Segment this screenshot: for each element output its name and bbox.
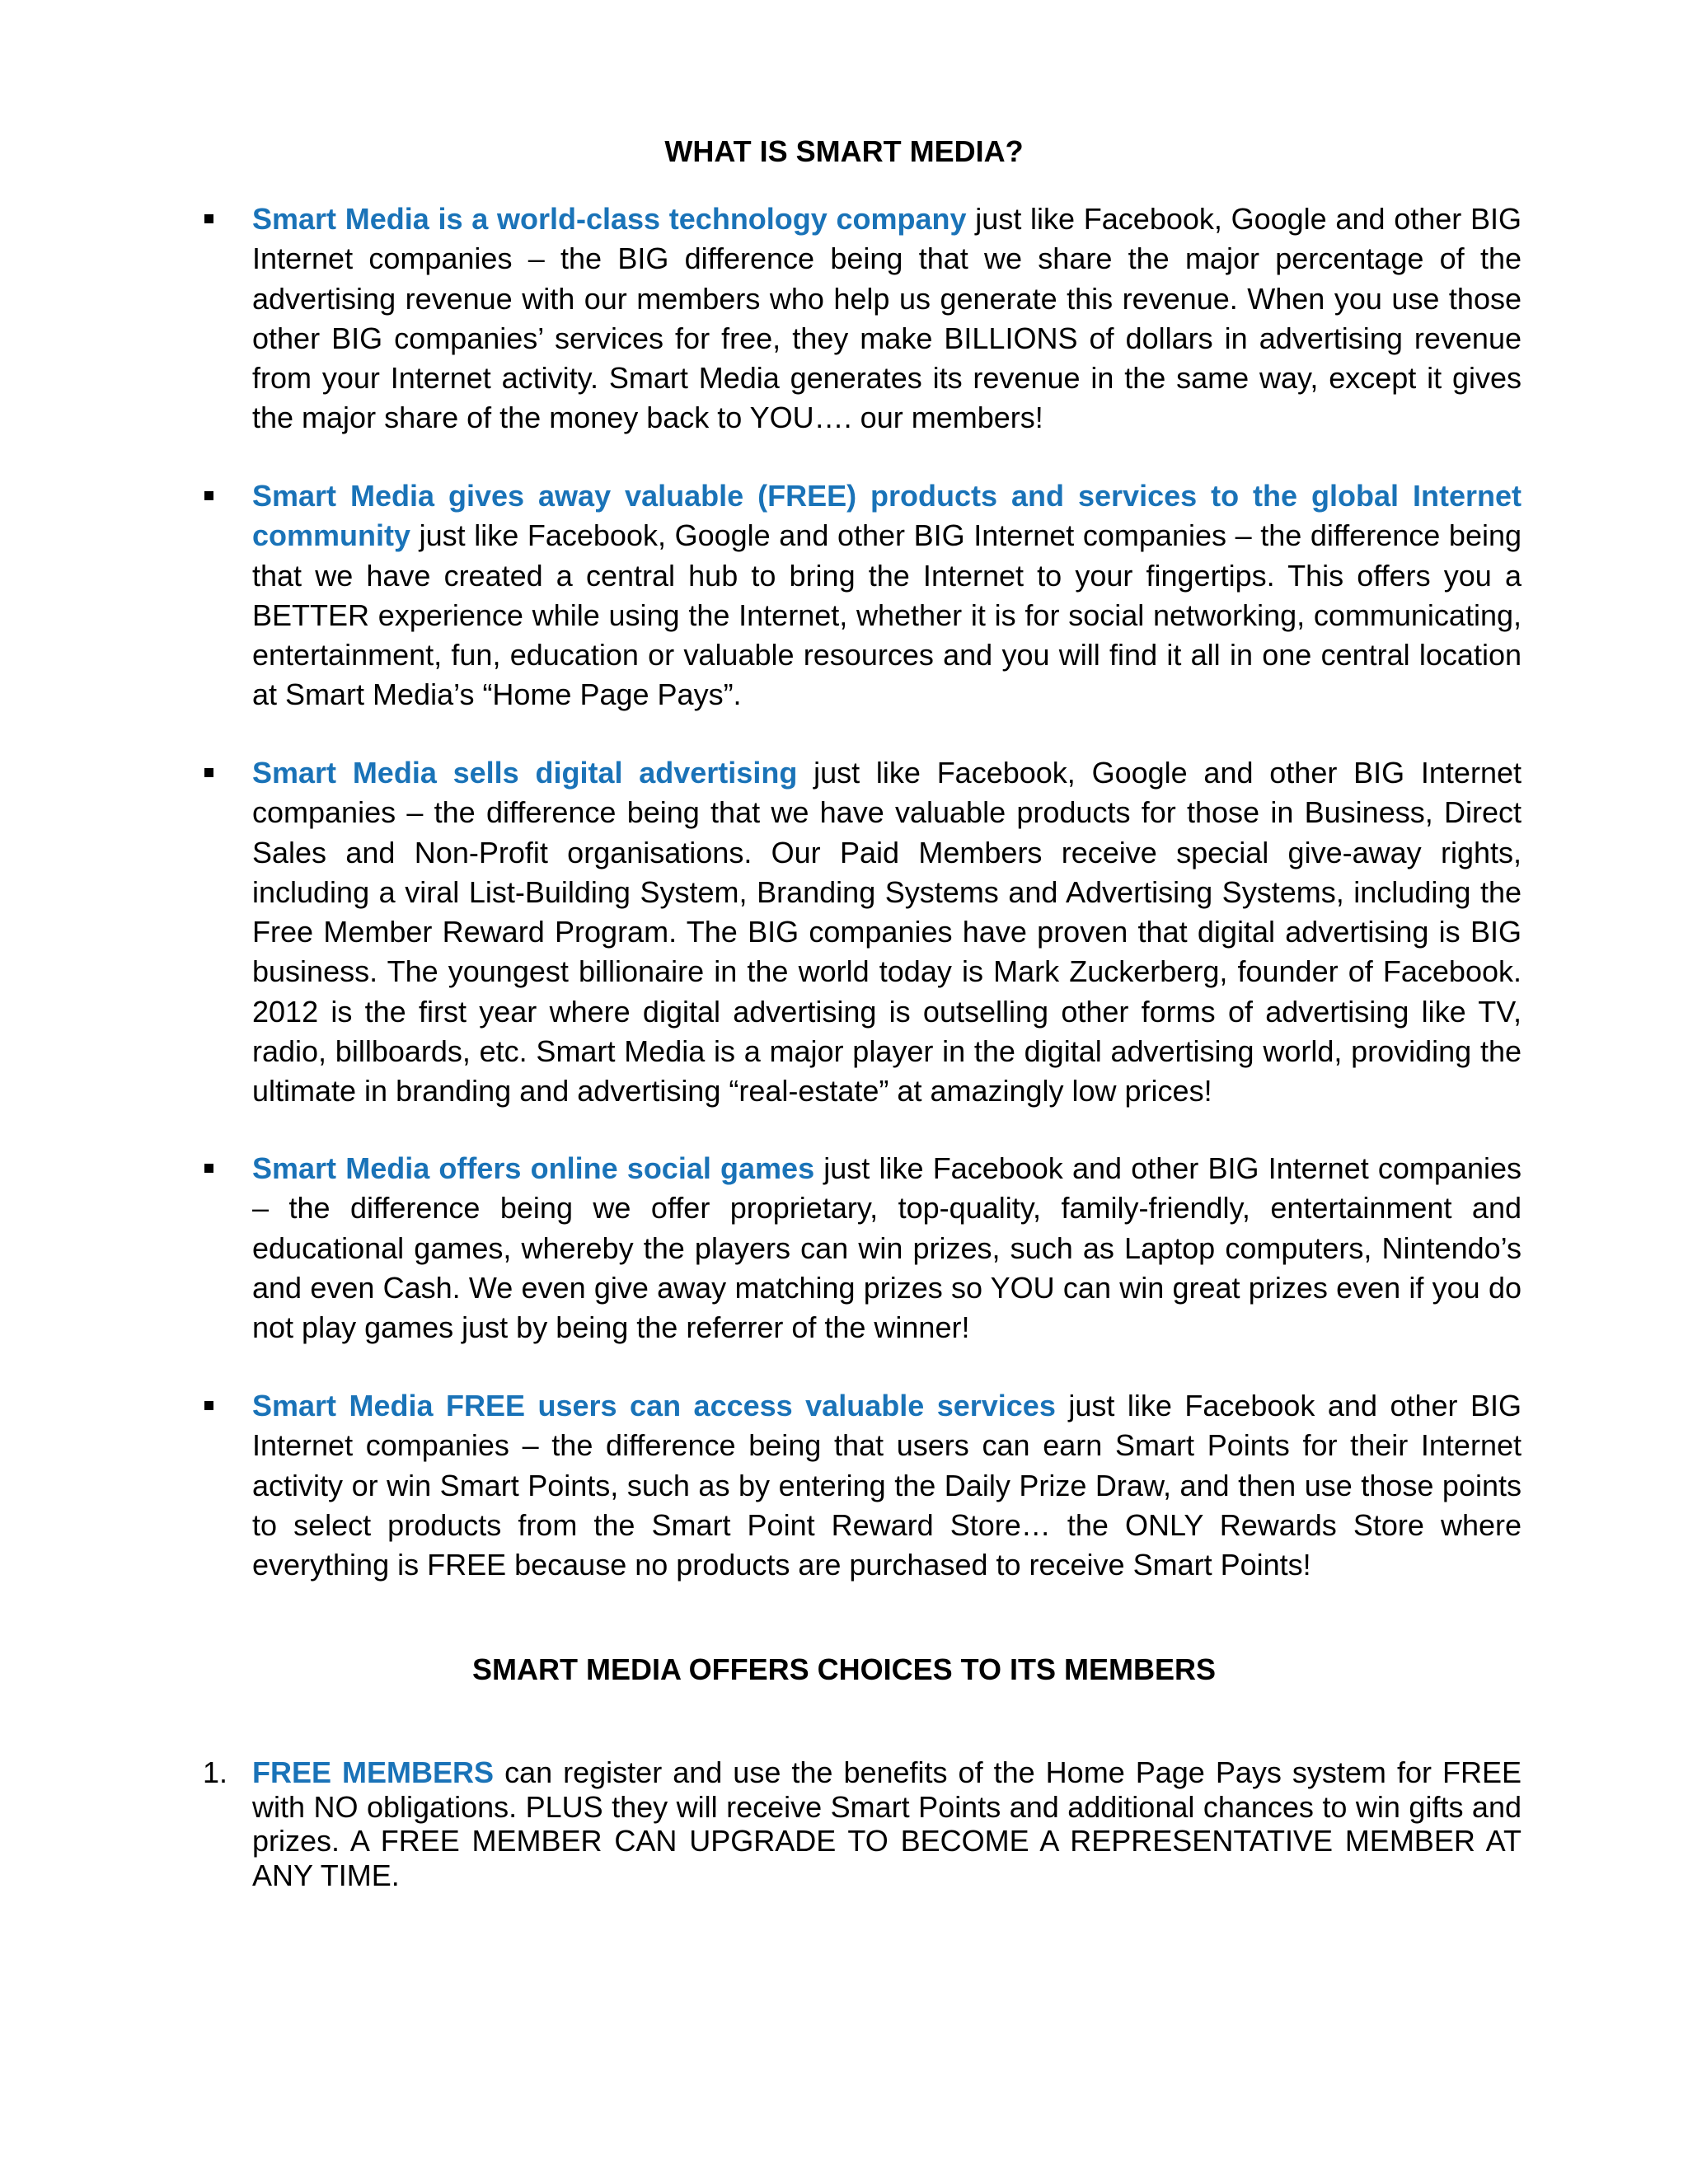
bullet-item	[252, 1149, 1522, 1347]
numbered-item	[252, 1755, 1522, 1892]
page-title: WHAT IS SMART MEDIA?	[664, 134, 1024, 168]
bullet-item	[252, 476, 1522, 715]
bullet-marker	[204, 214, 213, 223]
bullet-lead: Smart Media offers online social games	[252, 1151, 815, 1185]
bullet-text: just like Facebook, Google and other BIG Internet companies – the difference being that we have created a central hub to bring the Internet to your fingertips. This offers you a BETTER experience while using the Internet, whether it is for social networking, communicating, entertainment, fun, education or valuable resources and you will find it all in one central location at Smart Media’s “Home Page Pays”.	[252, 518, 1522, 712]
list-number: 1.	[203, 1755, 228, 1789]
bullet-marker	[204, 1164, 213, 1173]
bullet-marker	[204, 1401, 213, 1410]
bullet-marker	[204, 768, 213, 777]
bullet-text: just like Facebook and other BIG Internet companies – the difference being we offer proprietary, top-quality, family-friendly, entertainment and educational games, whereby the players can win prizes, such as Laptop computers, Nintendo’s and even Cash. We even give away matching prizes so YOU can win great prizes even if you do not play games just by being the referrer of the winner!	[252, 1151, 1522, 1345]
bullet-text: just like Facebook, Google and other BIG Internet companies – the difference being that we have valuable products for those in Business, Direct Sales and Non-Profit organisations. Our Paid Members receive special give-away rights, including a viral List-Building System, Branding Systems and Advertising Systems, including the Free Member Reward Program. The BIG companies have proven that digital advertising is BIG business. The youngest billionaire in the world today is Mark Zuckerberg, founder of Facebook. 2012 is the first year where digital advertising is outselling other forms of advertising like TV, radio, billboards, etc. Smart Media is a major player in the digital advertising world, providing the ultimate in branding and advertising “real-estate” at amazingly low prices!	[252, 756, 1522, 1108]
numbered-text: can register and use the benefits of the Home Page Pays system for FREE with NO obligations. PLUS they will receive Smart Points and additional chances to win gifts and prizes. A FREE MEMBER CAN UPGRADE TO BECOME A REPRESENTATIVE MEMBER AT ANY TIME.	[252, 1755, 1522, 1892]
bullet-item	[252, 1386, 1522, 1585]
numbered-lead: FREE MEMBERS	[252, 1755, 495, 1789]
bullet-lead: Smart Media is a world-class technology company	[252, 202, 967, 236]
section-heading: SMART MEDIA OFFERS CHOICES TO ITS MEMBERS	[471, 1652, 1217, 1686]
bullet-lead: Smart Media FREE users can access valuable services	[252, 1389, 1056, 1422]
bullet-marker	[204, 491, 213, 500]
bullet-lead: Smart Media gives away valuable (FREE) products and services to the global Internet community	[252, 479, 1522, 553]
bullet-text: just like Facebook and other BIG Internet companies – the difference being that users can earn Smart Points for their Internet activity or win Smart Points, such as by entering the Daily Prize Draw, and then use those points to select products from the Smart Point Reward Store… the ONLY Rewards Store where everything is FREE because no products are purchased to receive Smart Points!	[252, 1389, 1522, 1582]
bullet-item	[252, 753, 1522, 1112]
bullet-text: just like Facebook, Google and other BIG Internet companies – the BIG difference being that we share the major percentage of the advertising revenue with our members who help us generate this revenue. When you use those other BIG companies’ services for free, they make BILLIONS of dollars in advertising revenue from your Internet activity. Smart Media generates its revenue in the same way, except it gives the major share of the money back to YOU…. our members!	[252, 202, 1522, 435]
bullet-lead: Smart Media sells digital advertising	[252, 756, 798, 790]
bullet-item	[252, 199, 1522, 438]
